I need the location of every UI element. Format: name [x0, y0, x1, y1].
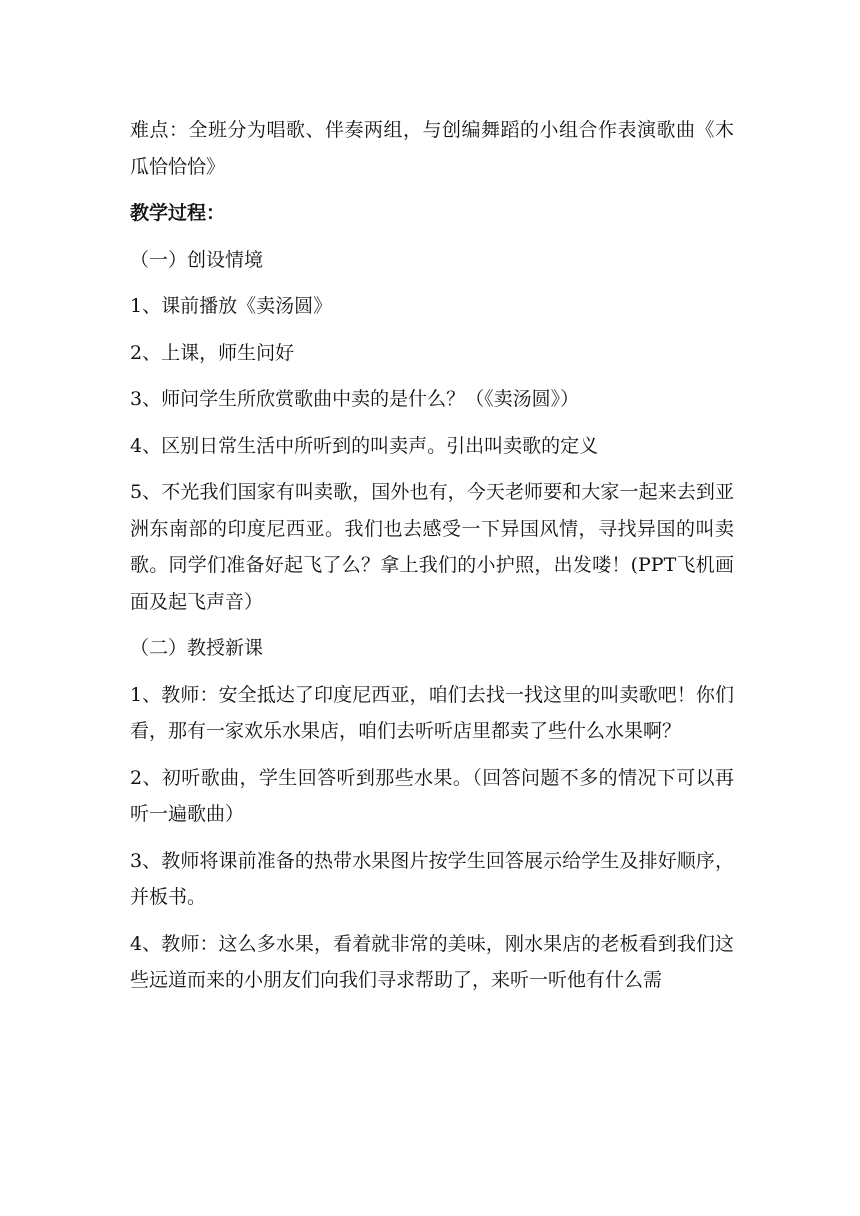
list-item: 4、区别日常生活中所听到的叫卖声。引出叫卖歌的定义 — [130, 434, 599, 457]
document-body — [130, 112, 734, 1009]
list-item: 2、初听歌曲，学生回答听到那些水果。（回答问题不多的情况下可以再听一遍歌曲） — [130, 766, 734, 825]
list-item: 2、上课，师生问好 — [130, 341, 295, 364]
list-item: 1、课前播放《卖汤圆》 — [130, 295, 333, 317]
list-item: 5、不光我们国家有叫卖歌，国外也有，今天老师要和大家一起来去到亚洲东南部的印度尼西亚。我们也去感受一下异国风情，寻找异国的叫卖歌。同学们准备好起飞了么？拿上我们的小护照，出发喽！(PPT飞机画面及起飞声音） — [130, 481, 734, 613]
paragraph-difficulty: 难点：全班分为唱歌、伴奏两组，与创编舞蹈的小组合作表演歌曲《木瓜恰恰恰》 — [130, 119, 734, 178]
subsection-heading-create-scene: （一）创设情境 — [130, 248, 264, 271]
section-heading-teaching-process: 教学过程： — [130, 202, 226, 224]
subsection-heading-new-lesson: （二）教授新课 — [130, 637, 264, 659]
list-item: 3、教师将课前准备的热带水果图片按学生回答展示给学生及排好顺序，并板书。 — [130, 849, 734, 908]
list-item: 1、教师：安全抵达了印度尼西亚，咱们去找一找这里的叫卖歌吧！你们看，那有一家欢乐水果店，咱们去听听店里都卖了些什么水果啊？ — [130, 683, 734, 742]
list-item: 3、师问学生所欣赏歌曲中卖的是什么？（《卖汤圆》） — [130, 388, 580, 410]
list-item: 4、教师：这么多水果，看着就非常的美味，刚水果店的老板看到我们这些远道而来的小朋友们向我们寻求帮助了，来听一听他有什么需 — [130, 932, 734, 991]
